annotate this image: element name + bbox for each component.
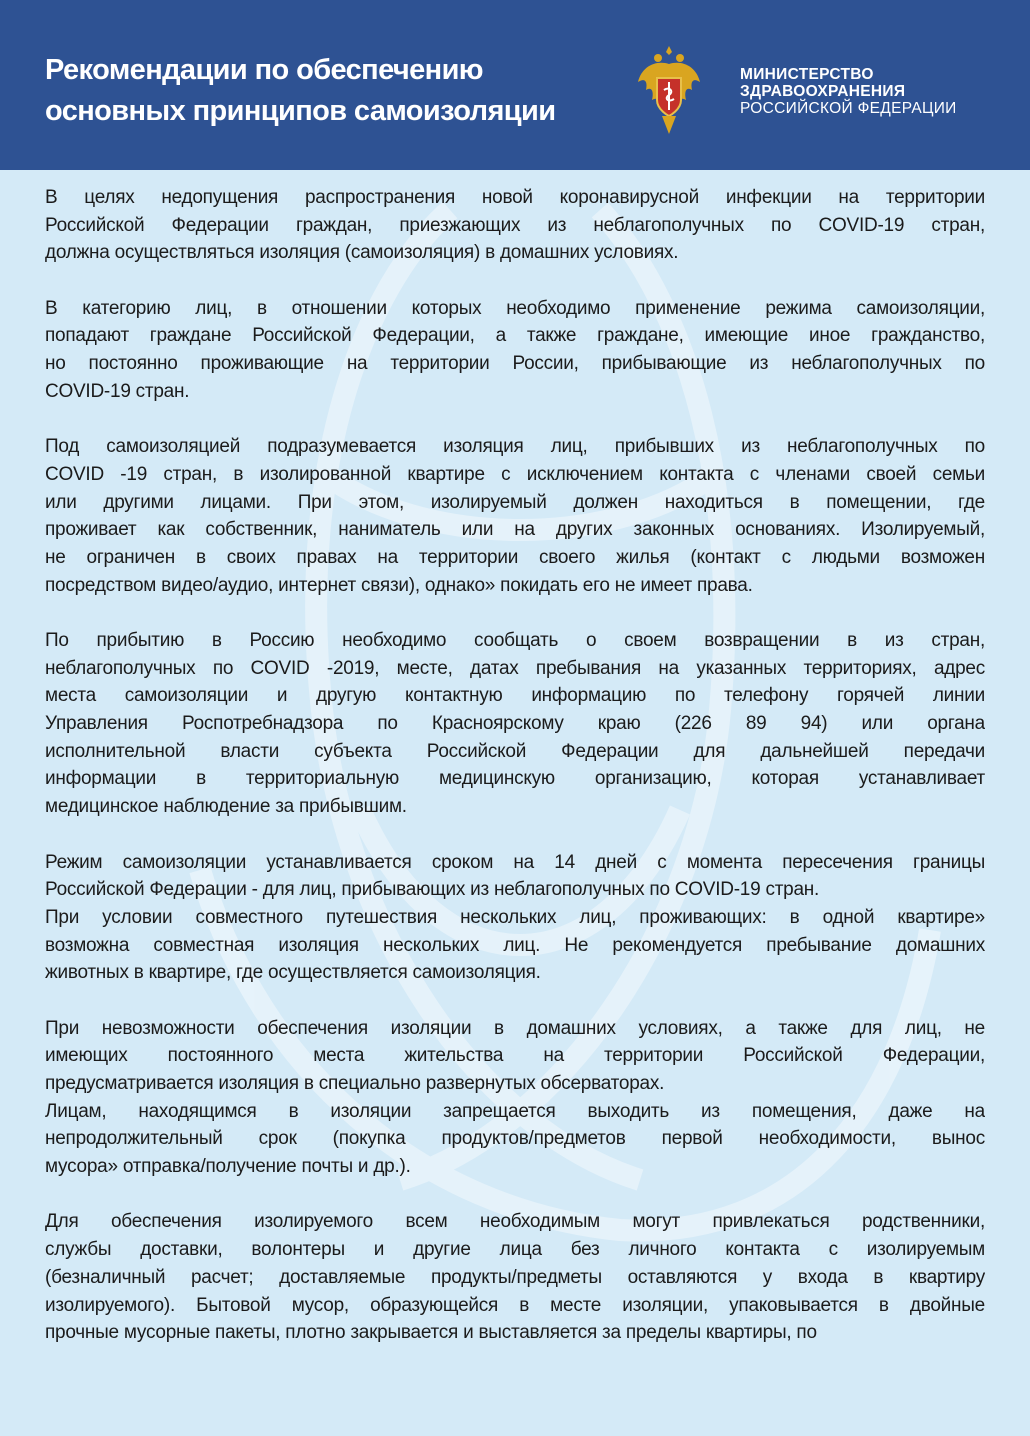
text-line: прочные мусорные пакеты, плотно закрывается и выставляется за пределы квартиры, по [45, 1322, 817, 1344]
page-title [45, 50, 555, 132]
text-line: медицинское наблюдение за прибывшим. [45, 796, 407, 818]
text-line: возможна совместная изоляция нескольких лиц. Не рекомендуется пребывание домашних [45, 934, 985, 956]
text-line: COVID -19 стран, в изолированной квартире с исключением контакта с членами своей семьи [45, 463, 985, 485]
text-line: предусматривается изоляция в специально развернутых обсерваторах. [45, 1073, 665, 1094]
paragraph [45, 1015, 985, 1181]
eagle-emblem-icon [636, 42, 702, 138]
text-line: или другими лицами. При этом, изолируемый должен находиться в помещении, где [45, 491, 985, 513]
paragraph [45, 433, 985, 599]
text-line: Под самоизоляцией подразумевается изоляция лиц, прибывших из неблагополучных по [45, 436, 985, 458]
paragraph [45, 1208, 985, 1346]
text-line: места самоизоляции и другую контактную информацию по телефону горячей линии [45, 685, 985, 707]
ministry-line: МИНИСТЕРСТВО [740, 66, 874, 83]
text-line: непродолжительный срок (покупка продуктов/предметов первой необходимости, вынос [45, 1128, 985, 1150]
paragraph [45, 627, 985, 821]
text-line: мусора» отправка/получение почты и др.). [45, 1156, 411, 1178]
text-line: не ограничен в своих правах на территории своего жилья (контакт с людьми возможен [45, 546, 985, 568]
text-line: Российской Федерации - для лиц, прибывающих из неблагополучных по COVID-19 стран. [45, 879, 820, 901]
text-line: При невозможности обеспечения изоляции в домашних условиях, а также для лиц, не [45, 1017, 985, 1039]
header-banner [0, 0, 1030, 170]
text-line: но постоянно проживающие на территории России, прибывающие из неблагополучных по [45, 353, 985, 375]
title-line: основных принципов самоизоляции [45, 95, 556, 127]
text-line: При условии совместного путешествия нескольких лиц, проживающих: в одной квартире» [45, 906, 985, 928]
text-line: животных в квартире, где осуществляется самоизоляция. [45, 962, 541, 984]
text-line: изолируемого). Бытовой мусор, образующейся в месте изоляции, упаковывается в двойные [45, 1294, 985, 1316]
text-line: В целях недопущения распространения новой коронавирусной инфекции на территории [45, 187, 985, 208]
text-line: посредством видео/аудио, интернет связи), однако» покидать его не имеет права. [45, 574, 753, 596]
text-line: (безналичный расчет; доставляемые продукты/предметы оставляются у входа в квартиру [45, 1266, 985, 1288]
text-line: Российской Федерации граждан, приезжающих из неблагополучных по COVID-19 стран, [45, 214, 985, 236]
text-line: Лицам, находящимся в изоляции запрещается выходить из помещения, даже на [45, 1100, 985, 1122]
text-line: Режим самоизоляции устанавливается сроком на 14 дней с момента пересечения границы [45, 851, 985, 873]
document-body [45, 184, 985, 1375]
text-line: информации в территориальную медицинскую организацию, которая устанавливает [45, 768, 985, 790]
text-line: должна осуществляться изоляция (самоизоляция) в домашних условиях. [45, 242, 679, 264]
paragraph [45, 849, 985, 987]
text-line: В категорию лиц, в отношении которых необходимо применение режима самоизоляции, [45, 297, 985, 319]
text-line: службы доставки, волонтеры и другие лица без личного контакта с изолируемым [45, 1239, 985, 1261]
text-line: имеющих постоянного места жительства на территории Российской Федерации, [45, 1045, 985, 1067]
paragraph [45, 184, 985, 267]
text-line: Управления Роспотребнадзора по Красноярскому краю (226 89 94) или органа [45, 713, 985, 735]
text-line: Для обеспечения изолируемого всем необходимым могут привлекаться родственники, [45, 1211, 985, 1233]
ministry-name [740, 66, 957, 117]
text-line: проживает как собственник, наниматель или на других законных основаниях. Изолируемый, [45, 519, 985, 541]
text-line: попадают граждане Российской Федерации, а также граждане, имеющие иное гражданство, [45, 325, 985, 347]
title-line: Рекомендации по обеспечению [45, 54, 483, 86]
ministry-line: ЗДРАВООХРАНЕНИЯ [740, 83, 906, 100]
text-line: неблагополучных по COVID -2019, месте, датах пребывания на указанных территориях, адрес [45, 657, 985, 679]
ministry-line: РОССИЙСКОЙ ФЕДЕРАЦИИ [740, 100, 957, 117]
text-line: исполнительной власти субъекта Российской Федерации для дальнейшей передачи [45, 740, 985, 762]
paragraph [45, 295, 985, 406]
text-line: COVID-19 стран. [45, 380, 190, 402]
text-line: По прибытию в Россию необходимо сообщать о своем возвращении в из стран, [45, 630, 985, 651]
